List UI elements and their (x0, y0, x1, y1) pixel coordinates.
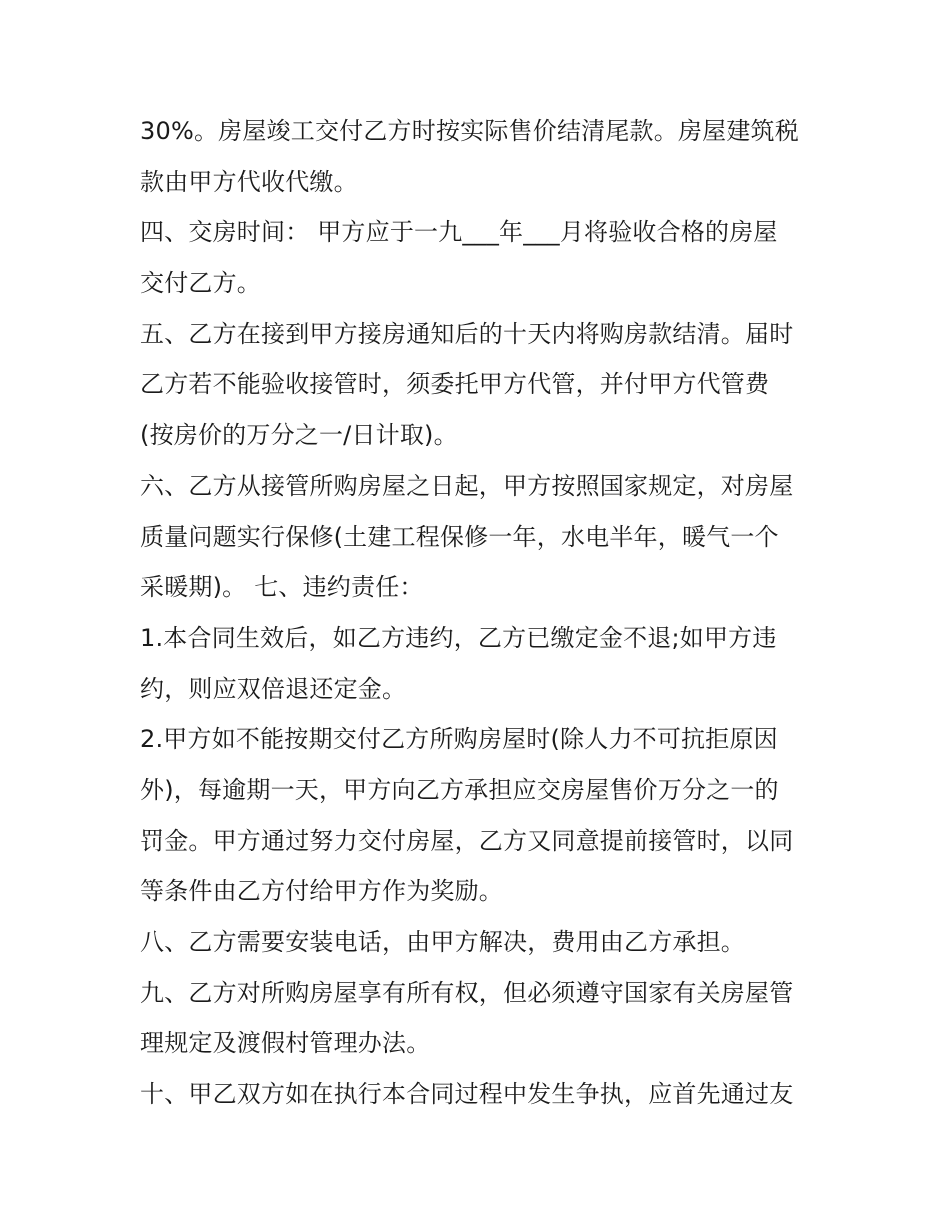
text-line: (按房价的万分之一/日计取)。 (140, 421, 458, 450)
text-line: 1.本合同生效后，如乙方违约，乙方已缴定金不退;如甲方违 (140, 623, 777, 652)
text-line: 交付乙方。 (140, 269, 261, 298)
text-line: 五、乙方在接到甲方接房通知后的十天内将购房款结清。届时 (140, 319, 794, 348)
text-line: 等条件由乙方付给甲方作为奖励。 (140, 877, 503, 906)
text-line: 30%。房屋竣工交付乙方时按实际售价结清尾款。房屋建筑税 (140, 117, 799, 145)
text-line: 款由甲方代收代缴。 (140, 167, 358, 196)
text-line: 约，则应双倍退还定金。 (140, 674, 407, 703)
document-body (140, 106, 820, 1120)
text-line: 十、甲乙双方如在执行本合同过程中发生争执，应首先通过友 (140, 1080, 794, 1109)
text-line: 2.甲方如不能按期交付乙方所购房屋时(除人力不可抗拒原因 (140, 725, 778, 754)
text-line: 乙方若不能验收接管时，须委托甲方代管，并付甲方代管费 (140, 370, 770, 399)
text-line: 罚金。甲方通过努力交付房屋，乙方又同意提前接管时，以同 (140, 826, 794, 855)
text-line: 理规定及渡假村管理办法。 (140, 1029, 431, 1058)
text-line: 采暖期)。 七、违约责任： (140, 573, 424, 602)
text-line: 六、乙方从接管所购房屋之日起，甲方按照国家规定，对房屋 (140, 471, 794, 500)
text-line: 外)，每逾期一天，甲方向乙方承担应交房屋售价万分之一的 (140, 775, 779, 804)
text-line: 四、交房时间： 甲方应于一九___年___月将验收合格的房屋 (140, 218, 778, 247)
text-line: 八、乙方需要安装电话，由甲方解决，费用由乙方承担。 (140, 928, 745, 956)
text-line: 质量问题实行保修(土建工程保修一年，水电半年，暖气一个 (140, 522, 779, 551)
text-line: 九、乙方对所购房屋享有所有权，但必须遵守国家有关房屋管 (140, 978, 794, 1007)
